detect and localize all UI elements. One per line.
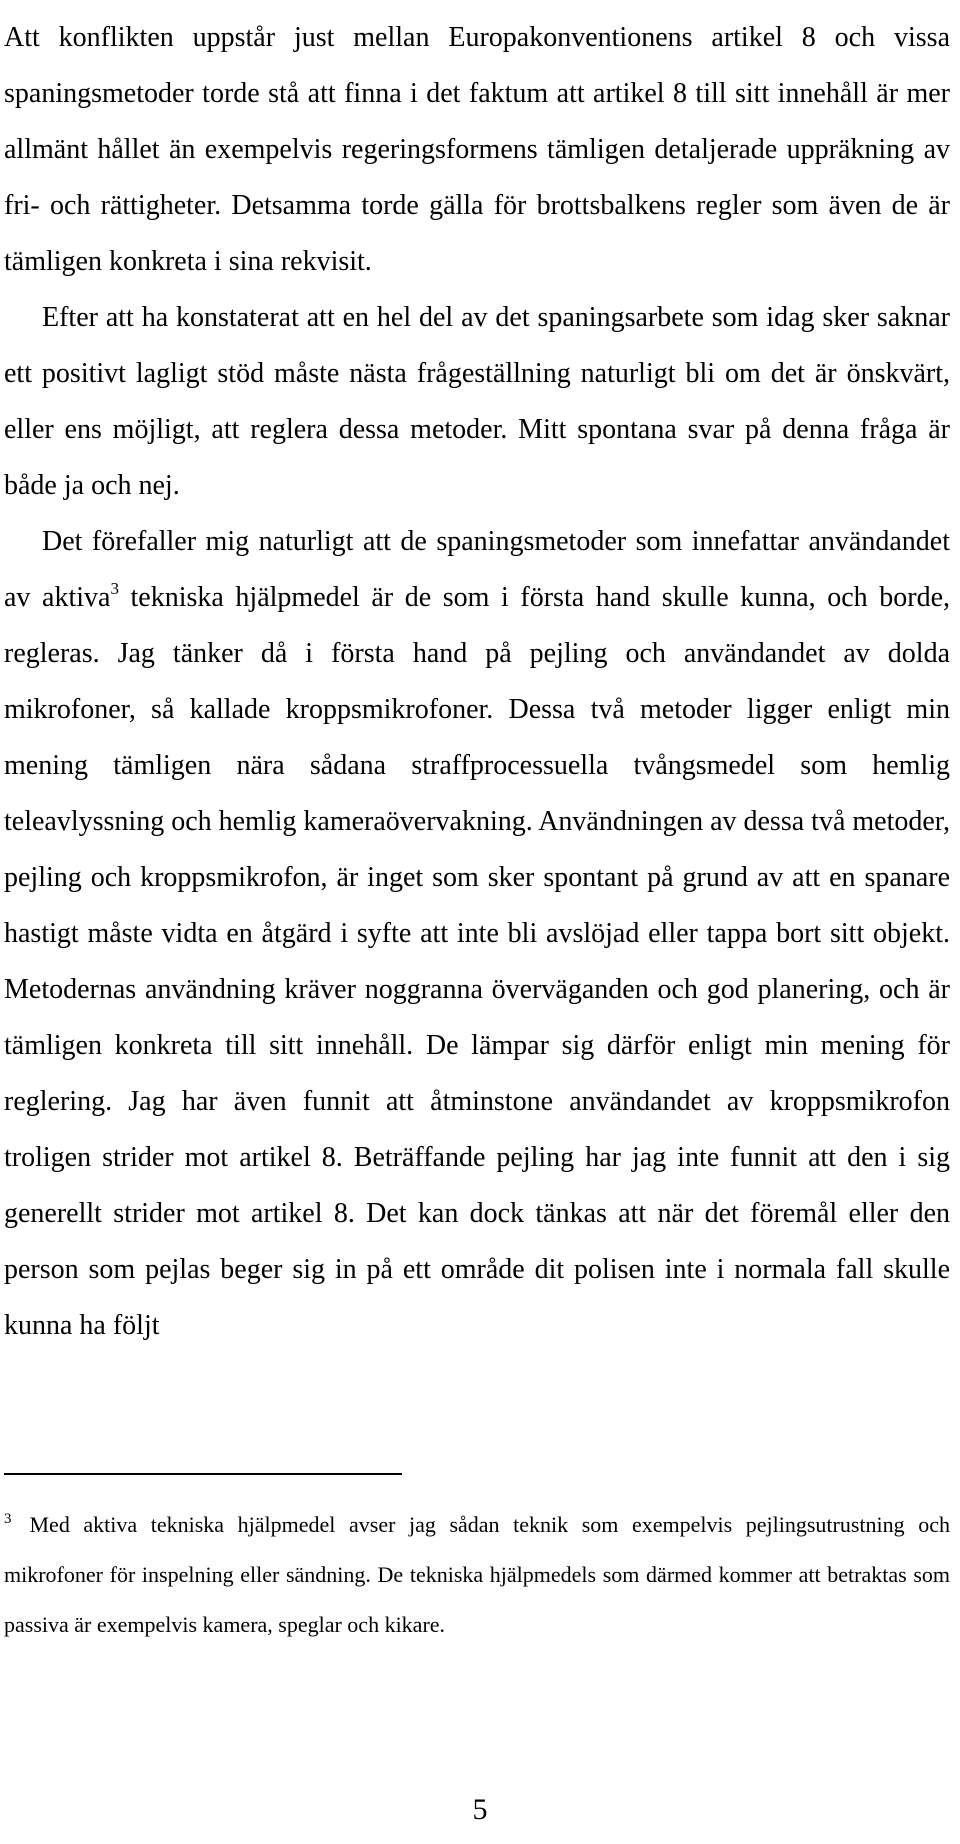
footnote-text: Med aktiva tekniska hjälpmedel avser jag sådan teknik som exempelvis pejlingsutrustning och mikrofoner för inspelning eller sändning. De tekniska hjälpmedels som därmed kommer att betraktas som passiva är exempelvis kamera, speglar och kikare. [4,1512,950,1637]
paragraph-2: Efter att ha konstaterat att en hel del av det spaningsarbete som idag sker saknar ett positivt lagligt stöd måste nästa frågeställning naturligt bli om det är önskvärt, eller ens möjligt, att reglera dessa metoder. Mitt spontana svar på denna fråga är både ja och nej. [4,302,950,501]
footnote [4,1500,950,1650]
footnote-number: 3 [4,1511,12,1527]
paragraph-1: Att konflikten uppstår just mellan Europakonventionens artikel 8 och vissa spaningsmetoder torde stå att finna i det faktum att artikel 8 till sitt innehåll är mer allmänt hållet än exempelvis regeringsformens tämligen detaljerade uppräkning av fri- och rättigheter. Detsamma torde gälla för brottsbalkens regler som även de är tämligen konkreta i sina rekvisit. [4,22,950,277]
page-number: 5 [472,1793,488,1826]
footnote-reference: 3 [110,579,119,598]
paragraph-3-text-after-ref: tekniska hjälpmedel är de som i första hand skulle kunna, och borde, regleras. Jag tänker då i första hand på pejling och användandet av dolda mikrofoner, så kallade kroppsmikrofoner. Dessa två metoder ligger enligt min mening tämligen nära sådana straffprocessuella tvångsmedel som hemlig teleavlyssning och hemlig kameraövervakning. Användningen av dessa två metoder, pejling och kroppsmikrofon, är inget som sker spontant på grund av att en spanare hastigt måste vidta en åtgärd i syfte att inte bli avslöjad eller tappa bort sitt objekt. Metodernas användning kräver noggranna överväganden och god planering, och är tämligen konkreta till sitt innehåll. De lämpar sig därför enligt min mening för reglering. Jag har även funnit att åtminstone användandet av kroppsmikrofon troligen strider mot artikel 8. Beträffande pejling har jag inte funnit att den i sig generellt strider mot artikel 8. Det kan dock tänkas att när det föremål eller den person som pejlas beger sig in på ett område dit polisen inte i normala fall skulle kunna ha följt [4,582,951,1341]
paragraph-3 [4,514,950,1354]
footnote-separator [4,1473,402,1475]
paragraph-3-text-before-ref: Det förefaller mig naturligt att de spaningsmetoder som innefattar användandet av aktiva [4,526,950,613]
